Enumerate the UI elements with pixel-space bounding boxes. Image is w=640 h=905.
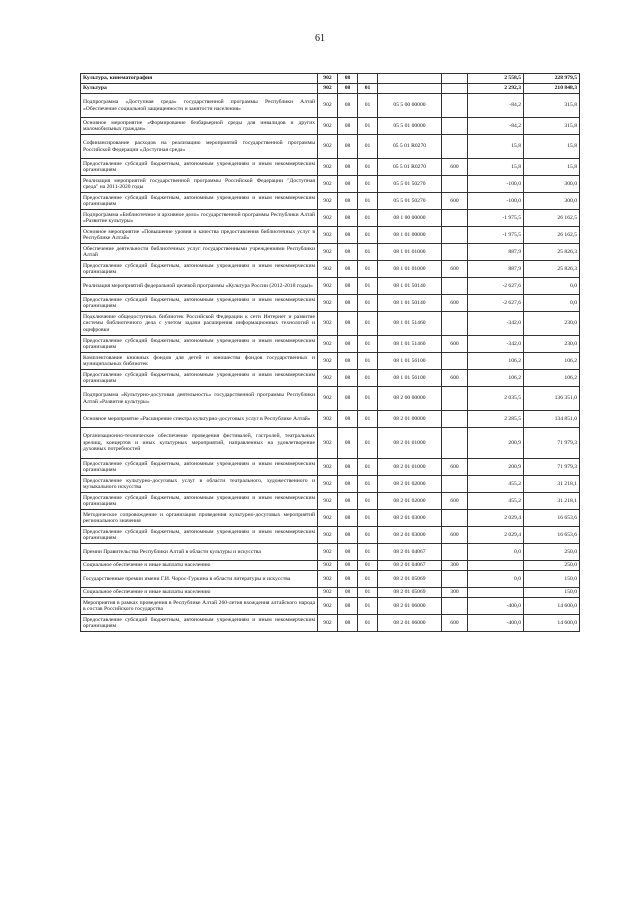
table-row (81, 544, 580, 561)
change-amount: 2 029,4 (468, 527, 524, 544)
row-name: Реализация мероприятий федеральной целевой программы «Культура России (2012-2018 годы)» (81, 278, 318, 295)
section-code: 08 (338, 94, 358, 118)
table-row (81, 527, 580, 544)
section-code: 08 (338, 278, 358, 295)
total-amount: 71 979,3 (524, 459, 580, 476)
change-amount: -2 627,6 (468, 278, 524, 295)
target-article-code: 08 2 01 04067 (378, 544, 442, 561)
expense-type-code (442, 227, 468, 244)
change-amount (468, 561, 524, 571)
admin-code: 902 (318, 370, 338, 387)
expense-type-code (442, 176, 468, 193)
total-amount: 31 218,1 (524, 493, 580, 510)
section-code: 08 (338, 370, 358, 387)
section-code: 08 (338, 227, 358, 244)
expense-type-code: 600 (442, 193, 468, 210)
section-code: 08 (338, 353, 358, 370)
expense-type-code: 300 (442, 588, 468, 598)
expense-type-code (442, 428, 468, 459)
target-article-code: 08 2 01 02000 (378, 493, 442, 510)
expense-type-code: 600 (442, 261, 468, 278)
expense-type-code (442, 598, 468, 615)
admin-code: 902 (318, 571, 338, 588)
subsection-code: 01 (358, 411, 378, 428)
row-name: Предоставление культурно-досуговых услуг в области театрального, художественного и музыкального искусства (81, 476, 318, 493)
target-article-code: 08 2 01 01000 (378, 428, 442, 459)
section-code: 08 (338, 336, 358, 353)
table-row (81, 118, 580, 135)
section-code: 08 (338, 159, 358, 176)
table-row (81, 74, 580, 84)
section-code: 08 (338, 527, 358, 544)
admin-code: 902 (318, 527, 338, 544)
admin-code: 902 (318, 74, 338, 84)
change-amount (468, 588, 524, 598)
admin-code: 902 (318, 295, 338, 312)
table-row (81, 312, 580, 336)
admin-code: 902 (318, 312, 338, 336)
target-article-code: 08 1 01 50140 (378, 278, 442, 295)
admin-code: 902 (318, 278, 338, 295)
row-name: Подпрограмма «Доступная среда» государственной программы Республики Алтай «Обеспечение социальной защищенности и занятости населения» (81, 94, 318, 118)
section-code: 08 (338, 84, 358, 94)
total-amount: 26 162,5 (524, 227, 580, 244)
subsection-code: 01 (358, 176, 378, 193)
section-code: 08 (338, 295, 358, 312)
expense-type-code: 300 (442, 561, 468, 571)
total-amount: 315,8 (524, 118, 580, 135)
admin-code: 902 (318, 94, 338, 118)
row-name: Предоставление субсидий бюджетным, автономным учреждениям и иным некоммерческим организациям (81, 459, 318, 476)
section-code: 08 (338, 210, 358, 227)
row-name: Организационно-техническое обеспечение проведения фестивалей, гастролей, театральных зрелищ, концертов и иных культурных мероприятий, направленных на удовлетворение духовных потребностей (81, 428, 318, 459)
table-row (81, 244, 580, 261)
subsection-code: 01 (358, 527, 378, 544)
target-article-code: 08 2 01 02000 (378, 476, 442, 493)
total-amount: 31 218,1 (524, 476, 580, 493)
change-amount: 2 292,3 (468, 84, 524, 94)
total-amount: 150,0 (524, 588, 580, 598)
target-article-code: 08 2 01 04067 (378, 561, 442, 571)
total-amount: 230,0 (524, 336, 580, 353)
subsection-code: 01 (358, 227, 378, 244)
row-name: Предоставление субсидий бюджетным, автономным учреждениям и иным некоммерческим организациям (81, 261, 318, 278)
table-row (81, 411, 580, 428)
table-row (81, 387, 580, 411)
change-amount: 0,0 (468, 544, 524, 561)
subsection-code: 01 (358, 278, 378, 295)
subsection-code: 01 (358, 353, 378, 370)
subsection-code: 01 (358, 598, 378, 615)
row-name: Софинансирование расходов на реализацию мероприятий государственной программы Российской Федерации «Доступная среда» (81, 135, 318, 159)
row-name: Предоставление субсидий бюджетным, автономным учреждениям и иным некоммерческим организациям (81, 336, 318, 353)
change-amount: -1 975,5 (468, 227, 524, 244)
expense-type-code: 600 (442, 370, 468, 387)
total-amount: 26 162,5 (524, 210, 580, 227)
target-article-code: 08 1 01 51460 (378, 312, 442, 336)
admin-code: 902 (318, 510, 338, 527)
expense-type-code (442, 353, 468, 370)
row-name: Предоставление субсидий бюджетным, автономным учреждениям и иным некоммерческим организациям (81, 615, 318, 632)
expense-type-code (442, 278, 468, 295)
table-row (81, 135, 580, 159)
expense-type-code (442, 312, 468, 336)
section-code: 08 (338, 476, 358, 493)
expense-type-code (442, 135, 468, 159)
row-name: Основное мероприятие «Расширение спектра культурно-досуговых услуг в Республике Алтай» (81, 411, 318, 428)
change-amount: 0,0 (468, 571, 524, 588)
admin-code: 902 (318, 588, 338, 598)
subsection-code: 01 (358, 428, 378, 459)
total-amount: 300,0 (524, 193, 580, 210)
expense-type-code (442, 118, 468, 135)
subsection-code: 01 (358, 510, 378, 527)
target-article-code: 08 2 01 00000 (378, 411, 442, 428)
target-article-code: 08 2 01 05069 (378, 571, 442, 588)
section-code: 08 (338, 244, 358, 261)
target-article-code: 05 5 01 00000 (378, 118, 442, 135)
total-amount: 250,0 (524, 544, 580, 561)
table-row (81, 561, 580, 571)
expense-type-code: 600 (442, 527, 468, 544)
total-amount: 71 979,3 (524, 428, 580, 459)
target-article-code: 05 5 01 R0270 (378, 159, 442, 176)
admin-code: 902 (318, 227, 338, 244)
table-row (81, 193, 580, 210)
total-amount: 228 979,5 (524, 74, 580, 84)
row-name: Культура (81, 84, 318, 94)
table-row (81, 176, 580, 193)
change-amount: -1 975,5 (468, 210, 524, 227)
table-row (81, 94, 580, 118)
admin-code: 902 (318, 615, 338, 632)
expense-type-code: 600 (442, 159, 468, 176)
subsection-code: 01 (358, 210, 378, 227)
section-code: 08 (338, 261, 358, 278)
total-amount: 14 600,0 (524, 615, 580, 632)
admin-code: 902 (318, 176, 338, 193)
admin-code: 902 (318, 598, 338, 615)
change-amount: 15,8 (468, 135, 524, 159)
admin-code: 902 (318, 561, 338, 571)
expense-type-code: 600 (442, 459, 468, 476)
target-article-code: 08 2 01 03000 (378, 527, 442, 544)
admin-code: 902 (318, 159, 338, 176)
expense-type-code (442, 544, 468, 561)
admin-code: 902 (318, 244, 338, 261)
section-code: 08 (338, 615, 358, 632)
row-name: Культура, кинематография (81, 74, 318, 84)
change-amount: -400,0 (468, 615, 524, 632)
expense-type-code: 600 (442, 615, 468, 632)
row-name: Предоставление субсидий бюджетным, автономным учреждениям и иным некоммерческим организациям (81, 159, 318, 176)
change-amount: -100,0 (468, 176, 524, 193)
total-amount: 150,0 (524, 571, 580, 588)
change-amount: 106,2 (468, 370, 524, 387)
subsection-code: 01 (358, 561, 378, 571)
total-amount: 15,8 (524, 135, 580, 159)
section-code: 08 (338, 193, 358, 210)
change-amount: -100,0 (468, 193, 524, 210)
section-code: 08 (338, 411, 358, 428)
change-amount: 106,2 (468, 353, 524, 370)
row-name: Государственные премии имени Г.И. Чорос-Гуркина в области литературы и искусства (81, 571, 318, 588)
table-row (81, 227, 580, 244)
subsection-code: 01 (358, 135, 378, 159)
section-code: 08 (338, 493, 358, 510)
change-amount: -400,0 (468, 598, 524, 615)
row-name: Предоставление субсидий бюджетным, автономным учреждениям и иным некоммерческим организациям (81, 193, 318, 210)
row-name: Предоставление субсидий бюджетным, автономным учреждениям и иным некоммерческим организациям (81, 527, 318, 544)
subsection-code: 01 (358, 159, 378, 176)
expense-type-code (442, 510, 468, 527)
total-amount: 14 600,0 (524, 598, 580, 615)
subsection-code: 01 (358, 544, 378, 561)
section-code: 08 (338, 428, 358, 459)
row-name: Обеспечение деятельности библиотечных услуг государственными учреждениями Республики Алтай (81, 244, 318, 261)
target-article-code: 08 1 01 56100 (378, 370, 442, 387)
expense-type-code (442, 74, 468, 84)
row-name: Методическое сопровождение и организация проведения культурно-досуговых мероприятий регионального значения (81, 510, 318, 527)
admin-code: 902 (318, 353, 338, 370)
change-amount: -342,0 (468, 312, 524, 336)
target-article-code: 08 2 00 00000 (378, 387, 442, 411)
total-amount: 106,2 (524, 353, 580, 370)
change-amount: 2 558,5 (468, 74, 524, 84)
target-article-code (378, 74, 442, 84)
total-amount: 315,8 (524, 94, 580, 118)
total-amount: 106,2 (524, 370, 580, 387)
change-amount: 15,8 (468, 159, 524, 176)
expense-type-code (442, 244, 468, 261)
table-row (81, 159, 580, 176)
section-code: 08 (338, 387, 358, 411)
table-row (81, 278, 580, 295)
row-name: Подпрограмма «Библиотечное и архивное дело» государственной программы Республики Алтай «Развитие культуры» (81, 210, 318, 227)
row-name: Предоставление субсидий бюджетным, автономным учреждениям и иным некоммерческим организациям (81, 370, 318, 387)
target-article-code: 08 2 01 01000 (378, 459, 442, 476)
change-amount: 2 029,4 (468, 510, 524, 527)
subsection-code: 01 (358, 387, 378, 411)
admin-code: 902 (318, 336, 338, 353)
row-name: Предоставление субсидий бюджетным, автономным учреждениям и иным некоммерческим организациям (81, 493, 318, 510)
target-article-code: 08 1 01 50140 (378, 295, 442, 312)
change-amount: 887,9 (468, 244, 524, 261)
change-amount: 455,2 (468, 493, 524, 510)
admin-code: 902 (318, 387, 338, 411)
admin-code: 902 (318, 118, 338, 135)
admin-code: 902 (318, 193, 338, 210)
section-code: 08 (338, 176, 358, 193)
subsection-code: 01 (358, 588, 378, 598)
subsection-code: 01 (358, 295, 378, 312)
row-name: Основное мероприятие «Повышение уровня и качества предоставления библиотечных услуг в Республике Алтай» (81, 227, 318, 244)
table-row (81, 84, 580, 94)
subsection-code: 01 (358, 459, 378, 476)
admin-code: 902 (318, 428, 338, 459)
table-row (81, 295, 580, 312)
change-amount: 200,9 (468, 459, 524, 476)
budget-table (80, 73, 580, 632)
change-amount: -342,0 (468, 336, 524, 353)
admin-code: 902 (318, 135, 338, 159)
section-code: 08 (338, 510, 358, 527)
section-code: 08 (338, 459, 358, 476)
section-code: 08 (338, 312, 358, 336)
change-amount: 455,2 (468, 476, 524, 493)
admin-code: 902 (318, 476, 338, 493)
table-row (81, 459, 580, 476)
table-row (81, 428, 580, 459)
total-amount: 0,0 (524, 295, 580, 312)
row-name: Социальное обеспечение и иные выплаты населению (81, 588, 318, 598)
subsection-code: 01 (358, 493, 378, 510)
subsection-code (358, 74, 378, 84)
target-article-code (378, 84, 442, 94)
change-amount: -84,2 (468, 118, 524, 135)
section-code: 08 (338, 544, 358, 561)
admin-code: 902 (318, 544, 338, 561)
target-article-code: 08 2 01 06000 (378, 598, 442, 615)
admin-code: 902 (318, 261, 338, 278)
table-row (81, 210, 580, 227)
table-row (81, 493, 580, 510)
expense-type-code (442, 571, 468, 588)
expense-type-code (442, 210, 468, 227)
target-article-code: 08 1 01 56100 (378, 353, 442, 370)
subsection-code: 01 (358, 336, 378, 353)
change-amount: 200,9 (468, 428, 524, 459)
expense-type-code: 600 (442, 336, 468, 353)
total-amount: 300,0 (524, 176, 580, 193)
section-code: 08 (338, 135, 358, 159)
change-amount: 2 285,5 (468, 411, 524, 428)
admin-code: 902 (318, 210, 338, 227)
total-amount: 16 653,6 (524, 510, 580, 527)
target-article-code: 08 1 01 51460 (378, 336, 442, 353)
subsection-code: 01 (358, 312, 378, 336)
subsection-code: 01 (358, 118, 378, 135)
total-amount: 25 826,3 (524, 244, 580, 261)
page-number: 61 (315, 33, 325, 44)
expense-type-code (442, 94, 468, 118)
row-name: Предоставление субсидий бюджетным, автономным учреждениям и иным некоммерческим организациям (81, 295, 318, 312)
expense-type-code: 600 (442, 493, 468, 510)
expense-type-code (442, 387, 468, 411)
total-amount: 25 826,3 (524, 261, 580, 278)
table-row (81, 353, 580, 370)
row-name: Комплектование книжных фондов для детей и юношества фондов государственных и муниципальных библиотек (81, 353, 318, 370)
row-name: Подключение общедоступных библиотек Российской Федерации к сети Интернет и развитие системы библиотечного дела с учетом задачи расширения информационных технологий и оцифровки (81, 312, 318, 336)
total-amount: 16 653,6 (524, 527, 580, 544)
total-amount: 230,0 (524, 312, 580, 336)
change-amount: 2 035,5 (468, 387, 524, 411)
target-article-code: 05 5 01 50270 (378, 193, 442, 210)
target-article-code: 05 5 01 50270 (378, 176, 442, 193)
row-name: Социальное обеспечение и иные выплаты населению (81, 561, 318, 571)
total-amount: 210 848,3 (524, 84, 580, 94)
subsection-code: 01 (358, 370, 378, 387)
table-row (81, 571, 580, 588)
change-amount: -84,2 (468, 94, 524, 118)
subsection-code: 01 (358, 94, 378, 118)
subsection-code: 01 (358, 261, 378, 278)
row-name: Подпрограмма «Культурно-досуговая деятельность» государственной программы Республики Алтай «Развитие культуры» (81, 387, 318, 411)
table-row (81, 476, 580, 493)
expense-type-code (442, 411, 468, 428)
section-code: 08 (338, 74, 358, 84)
expense-type-code (442, 476, 468, 493)
expense-type-code (442, 84, 468, 94)
admin-code: 902 (318, 493, 338, 510)
section-code: 08 (338, 571, 358, 588)
subsection-code: 01 (358, 571, 378, 588)
row-name: Премии Правительства Республики Алтай в области культуры и искусства (81, 544, 318, 561)
target-article-code: 08 1 01 00000 (378, 227, 442, 244)
change-amount: 887,9 (468, 261, 524, 278)
table-row (81, 615, 580, 632)
table-row (81, 588, 580, 598)
row-name: Мероприятия в рамках проведения в Республике Алтай 260-летия вхождения алтайского народа в состав Российского государства (81, 598, 318, 615)
table-row (81, 261, 580, 278)
section-code: 08 (338, 588, 358, 598)
subsection-code: 01 (358, 615, 378, 632)
section-code: 08 (338, 118, 358, 135)
total-amount: 15,8 (524, 159, 580, 176)
section-code: 08 (338, 561, 358, 571)
total-amount: 136 351,0 (524, 387, 580, 411)
subsection-code: 01 (358, 244, 378, 261)
table-row (81, 510, 580, 527)
target-article-code: 08 2 01 05069 (378, 588, 442, 598)
table-row (81, 370, 580, 387)
target-article-code: 05 5 00 00000 (378, 94, 442, 118)
admin-code: 902 (318, 84, 338, 94)
target-article-code: 08 1 01 01000 (378, 244, 442, 261)
total-amount: 250,0 (524, 561, 580, 571)
target-article-code: 08 1 00 00000 (378, 210, 442, 227)
table-row (81, 598, 580, 615)
subsection-code: 01 (358, 84, 378, 94)
target-article-code: 08 2 01 06000 (378, 615, 442, 632)
subsection-code: 01 (358, 476, 378, 493)
total-amount: 134 851,0 (524, 411, 580, 428)
admin-code: 902 (318, 459, 338, 476)
expense-type-code: 600 (442, 295, 468, 312)
target-article-code: 08 2 01 03000 (378, 510, 442, 527)
admin-code: 902 (318, 411, 338, 428)
change-amount: -2 627,6 (468, 295, 524, 312)
table-row (81, 336, 580, 353)
target-article-code: 08 1 01 01000 (378, 261, 442, 278)
target-article-code: 05 5 01 R0270 (378, 135, 442, 159)
subsection-code: 01 (358, 193, 378, 210)
row-name: Основное мероприятие «Формирование безбарьерной среды для инвалидов и других маломобильных граждан» (81, 118, 318, 135)
row-name: Реализация мероприятий государственной программы Российской Федерации "Доступная среда" на 2011-2020 годы (81, 176, 318, 193)
section-code: 08 (338, 598, 358, 615)
total-amount: 0,0 (524, 278, 580, 295)
